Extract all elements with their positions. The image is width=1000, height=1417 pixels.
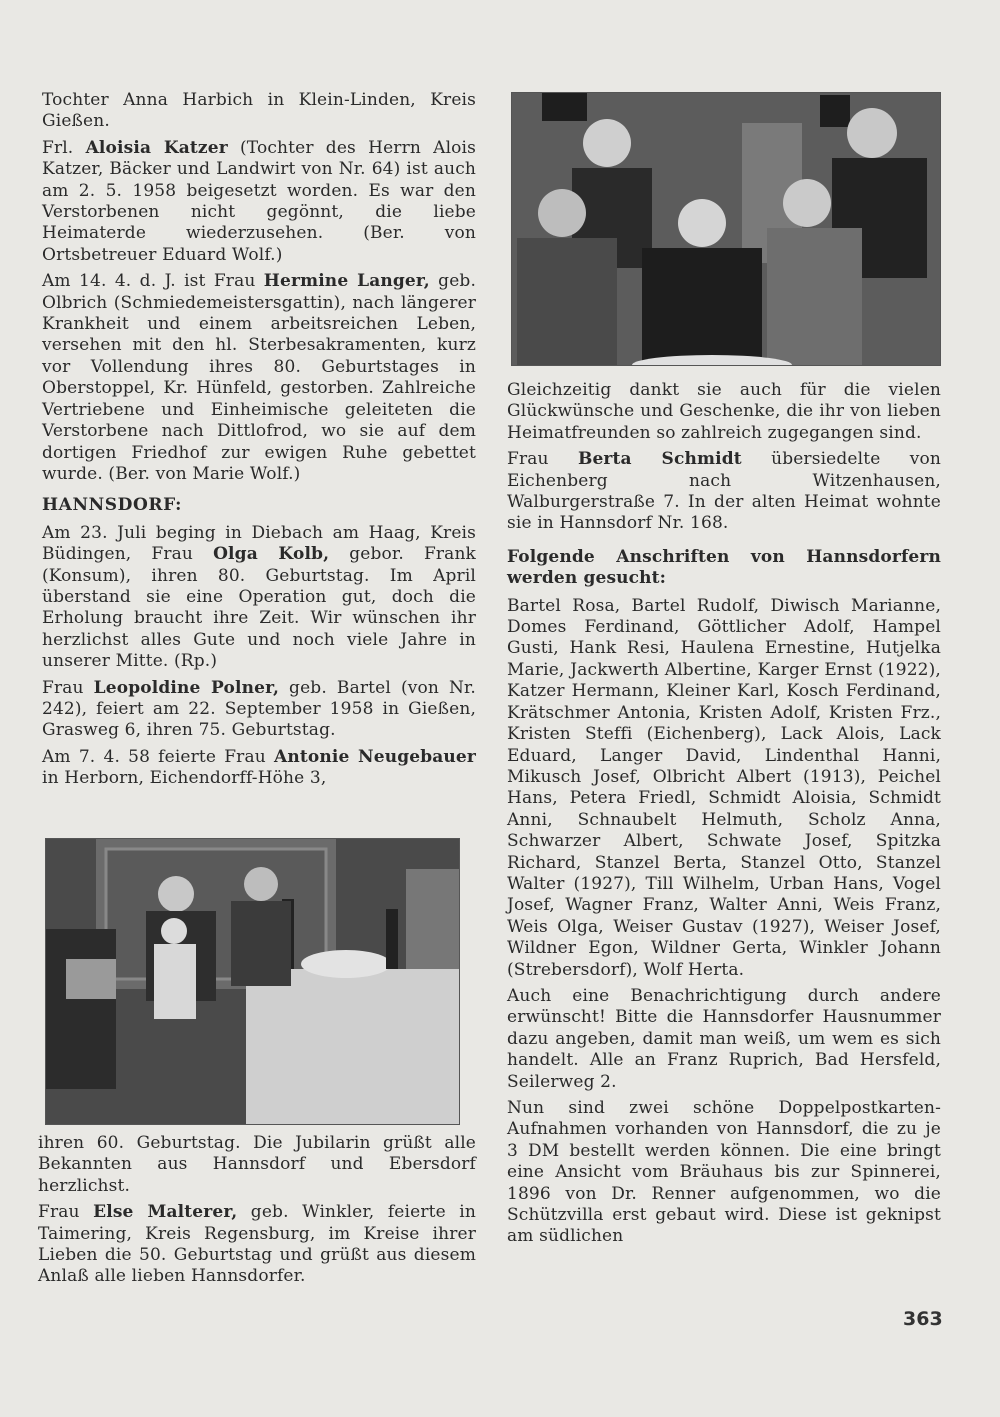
person-name: Olga Kolb, <box>213 544 330 565</box>
person-name: Else Malterer, <box>93 1202 238 1223</box>
paragraph: Frau Berta Schmidt übersiedelte von Eichenberg nach Witzenhausen, Walburgerstraße 7. In der alten Heimat wohnte sie in Hannsdorf Nr. 168. <box>507 449 941 534</box>
section-subheading: Folgende Anschriften von Hannsdorfern werden gesucht: <box>507 546 941 589</box>
person-name: Aloisia Katzer <box>85 137 228 158</box>
paragraph: Bartel Rosa, Bartel Rudolf, Diwisch Marianne, Domes Ferdinand, Göttlicher Adolf, Hampel Gusti, Hank Resi, Haulena Ernestine, Hutjelka Marie, Jackwerth Albertine, Karger Ernst (1922), Katzer Hermann, Kleiner Karl, Kosch Ferdinand, Krätschmer Antonia, Kristen Adolf, Kristen Frz., Kristen Steffi (Eichenberg), Lack Alois, Lack Eduard, Langer David, Lindenthal Hanni, Mikusch Josef, Olbricht Albert (1913), Peichel Hans, Petera Friedl, Schmidt Aloisia, Schmidt Anni, Schnaubelt Helmuth, Scholz Anna, Schwarzer Albert, Schwate Josef, Spitzka Richard, Stanzel Berta, Stanzel Otto, Stanzel Walter (1927), Till Wilhelm, Urban Hans, Vogel Josef, Wagner Franz, Walter Anni, Weis Franz, Weis Olga, Weiser Gustav (1927), Weiser Josef, Wildner Egon, Wildner Gerta, Winkler Johann (Strebersdorf), Wolf Herta. <box>507 595 941 980</box>
person-name: Leopoldine Polner, <box>93 677 280 698</box>
person-name: Berta Schmidt <box>577 449 742 470</box>
left-column-lower <box>38 1133 476 1293</box>
paragraph: Tochter Anna Harbich in Klein-Linden, Kreis Gießen. <box>42 90 476 132</box>
paragraph: Am 23. Juli beging in Diebach am Haag, Kreis Büdingen, Frau Olga Kolb, gebor. Frank (Konsum), ihren 80. Geburtstag. Im April überstand sie eine Operation gut, doch die Erholung braucht ihre Zeit. Wir wünschen ihr herzlichst alles Gute und noch viele Jahre in unserer Mitte. (Rp.) <box>42 522 477 672</box>
women-photo-image <box>512 93 940 365</box>
paragraph: Nun sind zwei schöne Doppelpostkarten-Aufnahmen vorhanden von Hannsdorf, die zu je 3 DM bestellt werden können. Die eine bringt eine Ansicht vom Bräuhaus bis zur Spinnerei, 1896 von Dr. Renner aufgenommen, wo die Schützvilla erst gebaut wird. Diese ist geknipst am südlichen <box>507 1098 941 1247</box>
person-name: Antonie Neugebauer <box>273 746 477 767</box>
women-photo <box>511 92 941 366</box>
right-column <box>507 380 941 1253</box>
left-column <box>42 90 476 795</box>
paragraph: Frau Else Malterer, geb. Winkler, feierte in Taimering, Kreis Regensburg, im Kreise ihrer Lieben die 50. Geburtstag und grüßt aus diesem Anlaß alle lieben Hannsdorfer. <box>38 1202 476 1287</box>
paragraph: Frau Leopoldine Polner, geb. Bartel (von Nr. 242), feiert am 22. September 1958 in Gießen, Grasweg 6, ihren 75. Geburtstag. <box>42 677 476 741</box>
section-heading: HANNSDORF: <box>42 495 183 516</box>
person-name: Hermine Langer, <box>263 271 430 292</box>
paragraph: Am 7. 4. 58 feierte Frau Antonie Neugebauer in Herborn, Eichendorff-Höhe 3, <box>42 746 477 789</box>
paragraph: Frl. Aloisia Katzer (Tochter des Herrn Alois Katzer, Bäcker und Landwirt von Nr. 64) ist auch am 2. 5. 1958 beigesetzt worden. Es war den Verstorbenen nicht gegönnt, die liebe Heimaterde wiederzusehen. (Ber. von Ortsbetreuer Eduard Wolf.) <box>42 137 477 265</box>
family-photo <box>45 838 460 1125</box>
page-number: 363 <box>903 1308 943 1330</box>
paragraph: Am 14. 4. d. J. ist Frau Hermine Langer, geb. Olbrich (Schmiedemeistersgattin), nach längerer Krankheit und einem arbeitsreichen Leben, versehen mit den hl. Sterbesakramenten, kurz vor Vollendung ihres 80. Geburtstages in Oberstoppel, Kr. Hünfeld, gestorben. Zahlreiche Vertriebene und Einheimische geleiteten die Verstorbene nach Dittlofrod, wo sie auf dem dortigen Friedhof zur ewigen Ruhe gebettet wurde. (Ber. von Marie Wolf.) <box>42 271 476 484</box>
paragraph: ihren 60. Geburtstag. Die Jubilarin grüßt alle Bekannten aus Hannsdorf und Ebersdorf herzlichst. <box>38 1133 476 1196</box>
family-photo-image <box>46 839 459 1124</box>
paragraph: Auch eine Benachrichtigung durch andere erwünscht! Bitte die Hannsdorfer Hausnummer dazu angeben, damit man weiß, um wem es sich handelt. Alle an Franz Ruprich, Bad Hersfeld, Seilerweg 2. <box>507 985 941 1092</box>
paragraph: Gleichzeitig dankt sie auch für die vielen Glückwünsche und Geschenke, die ihr von lieben Heimatfreunden so zahlreich zugegangen sind. <box>507 380 941 443</box>
